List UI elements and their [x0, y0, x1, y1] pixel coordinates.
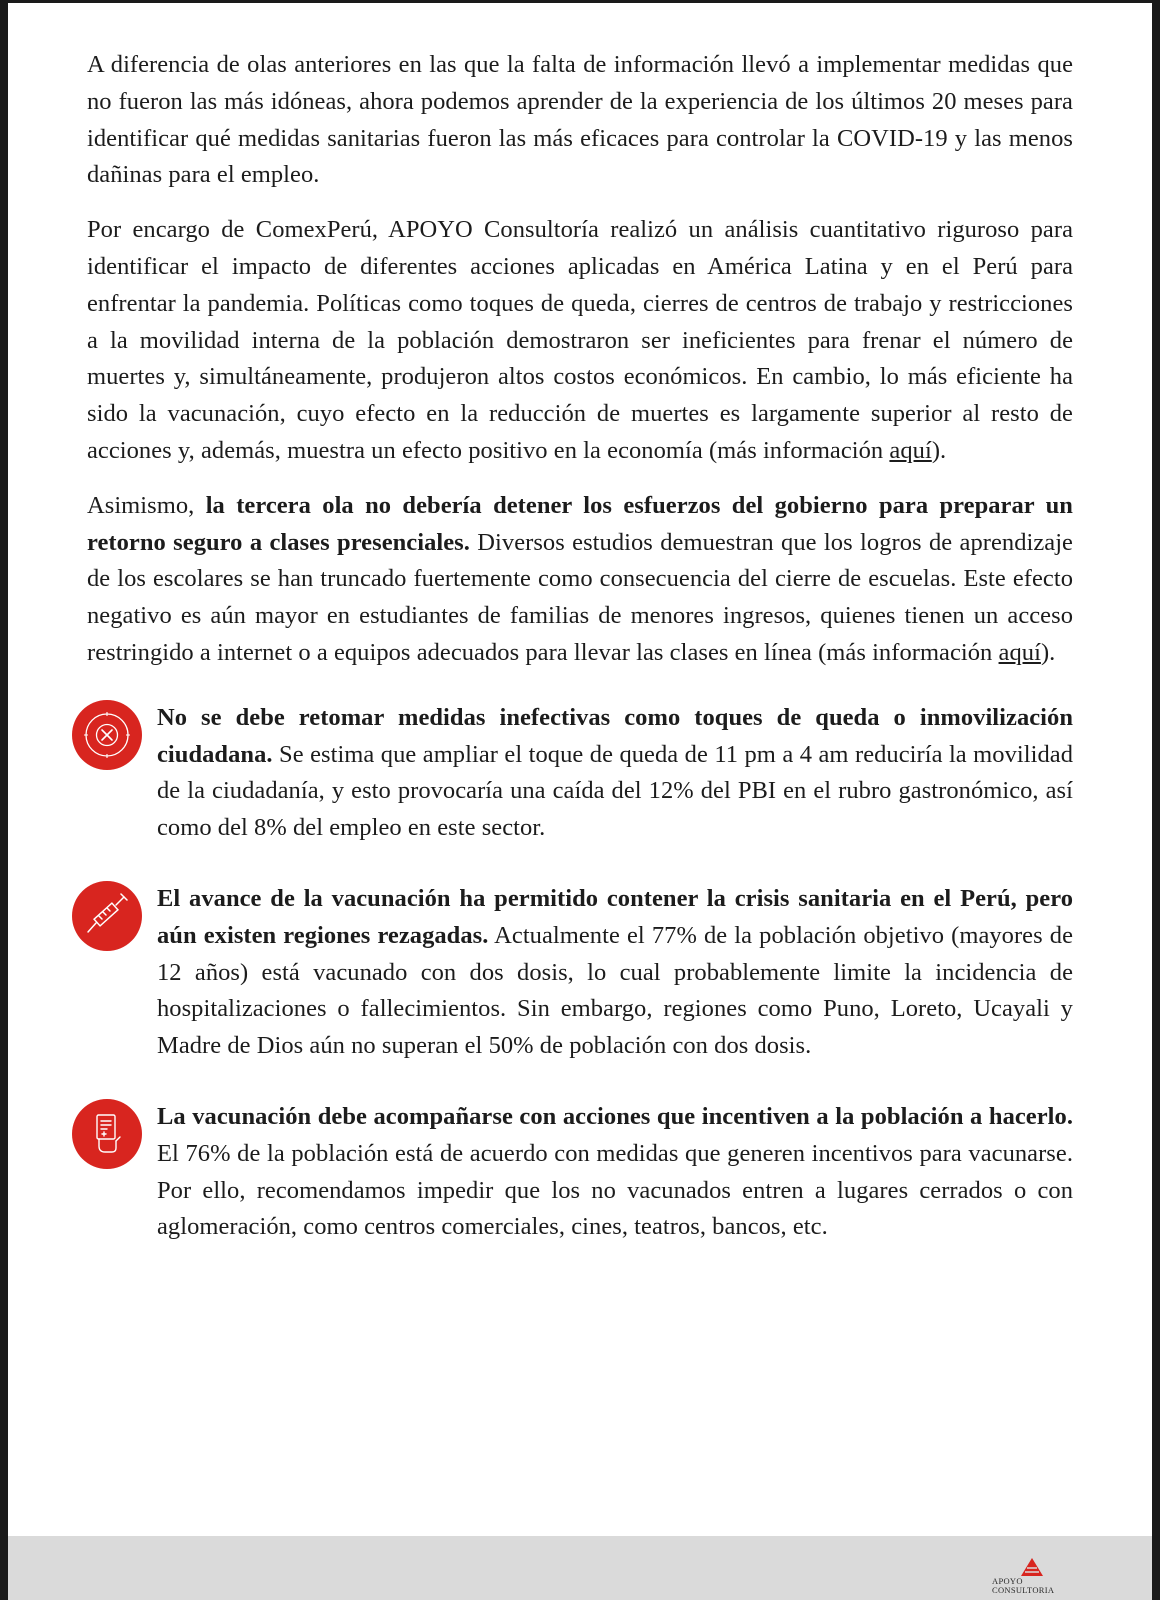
bullet-curfew-bold: No se debe retomar medidas inefectivas como toques de queda o inmovilización ciudadana. [157, 703, 1073, 768]
paragraph-schools-text: Diversos estudios demuestran que los logros de aprendizaje de los escolares se han truncado fuertemente como consecuencia del cierre de escuelas. Este efecto negativo es aún mayor en estudiantes de familias de menores ingresos, quienes tienen un acceso restringido a internet o a equipos adecuados para llevar las clases en línea (más información [87, 528, 1073, 666]
syringe-icon [72, 881, 142, 951]
logo-line-1: APOYO [992, 1576, 1023, 1586]
paragraph-analysis-text: Por encargo de ComexPerú, APOYO Consultoría realizó un análisis cuantitativo riguroso para identificar el impacto de diferentes acciones aplicadas en América Latina y en el Perú para enfrentar la pandemia. Políticas como toques de queda, cierres de centros de trabajo y restricciones a la movilidad interna de la población demostraron ser ineficientes para frenar el número de muertes y, simultáneamente, produjeron altos costos económicos. En cambio, lo más eficiente ha sido la vacunación, cuyo efecto en la reducción de muertes es largamente superior al resto de acciones y, además, muestra un efecto positivo en la economía (más información [87, 216, 1073, 464]
document-body [87, 47, 1073, 1246]
bullet-vaccination-progress [87, 881, 1073, 1065]
apoyo-logo-mark-icon [1020, 1557, 1044, 1577]
logo-line-2: CONSULTORIA [992, 1584, 1055, 1595]
cross-circle-icon [72, 700, 142, 770]
paragraph-analysis [87, 212, 1073, 470]
paragraph-schools-end: ). [1040, 638, 1056, 666]
document-page [8, 3, 1152, 1600]
paragraph-intro: A diferencia de olas anteriores en las que la falta de información llevó a implementar medidas que no fueron las más idóneas, ahora podemos aprender de la experiencia de los últimos 20 meses para identificar qué medidas sanitarias fueron las más eficaces para controlar la COVID-19 y las menos dañinas para el empleo. [87, 51, 1073, 189]
bullet-incentives-body: El 76% de la población está de acuerdo con medidas que generen incentivos para vacunarse. Por ello, recomendamos impedir que los no vacunados entren a lugares cerrados o con aglomeración, como centros comerciales, cines, teatros, bancos, etc. [157, 1139, 1073, 1241]
paragraph-schools-bold: la tercera ola no debería detener los esfuerzos del gobierno para preparar un retorno seguro a clases presenciales. [87, 491, 1073, 556]
more-info-link[interactable]: aquí [889, 436, 932, 464]
paragraph-schools [87, 488, 1073, 672]
page-footer [8, 1536, 1152, 1600]
bullet-vaccination-progress-bold: El avance de la vacunación ha permitido contener la crisis sanitaria en el Perú, pero aún existen regiones rezagadas. [157, 884, 1073, 949]
bullet-incentives [87, 1099, 1073, 1246]
bullet-incentives-text [157, 1099, 1073, 1246]
bullet-curfew [87, 700, 1073, 847]
vaccine-card-icon [72, 1099, 142, 1169]
apoyo-logo [992, 1557, 1072, 1594]
more-info-link[interactable]: aquí [998, 638, 1041, 666]
bullet-curfew-body: Se estima que ampliar el toque de queda de 11 pm a 4 am reduciría la movilidad de la ciudadanía, y esto provocaría una caída del 12% del PBI en el rubro gastronómico, así como del 8% del empleo en este sector. [157, 740, 1073, 842]
paragraph-schools-start: Asimismo, [87, 491, 206, 519]
bullet-vaccination-progress-text [157, 881, 1073, 1065]
bullet-vaccination-progress-body: Actualmente el 77% de la población objetivo (mayores de 12 años) está vacunado con dos dosis, lo cual probablemente limite la incidencia de hospitalizaciones o fallecimientos. Sin embargo, regiones como Puno, Loreto, Ucayali y Madre de Dios aún no superan el 50% de población con dos dosis. [157, 921, 1073, 1060]
bullet-incentives-bold: La vacunación debe acompañarse con acciones que incentiven a la población a hacerlo. [157, 1102, 1073, 1130]
paragraph-analysis-end: ). [931, 436, 947, 464]
bullet-curfew-text [157, 700, 1073, 847]
